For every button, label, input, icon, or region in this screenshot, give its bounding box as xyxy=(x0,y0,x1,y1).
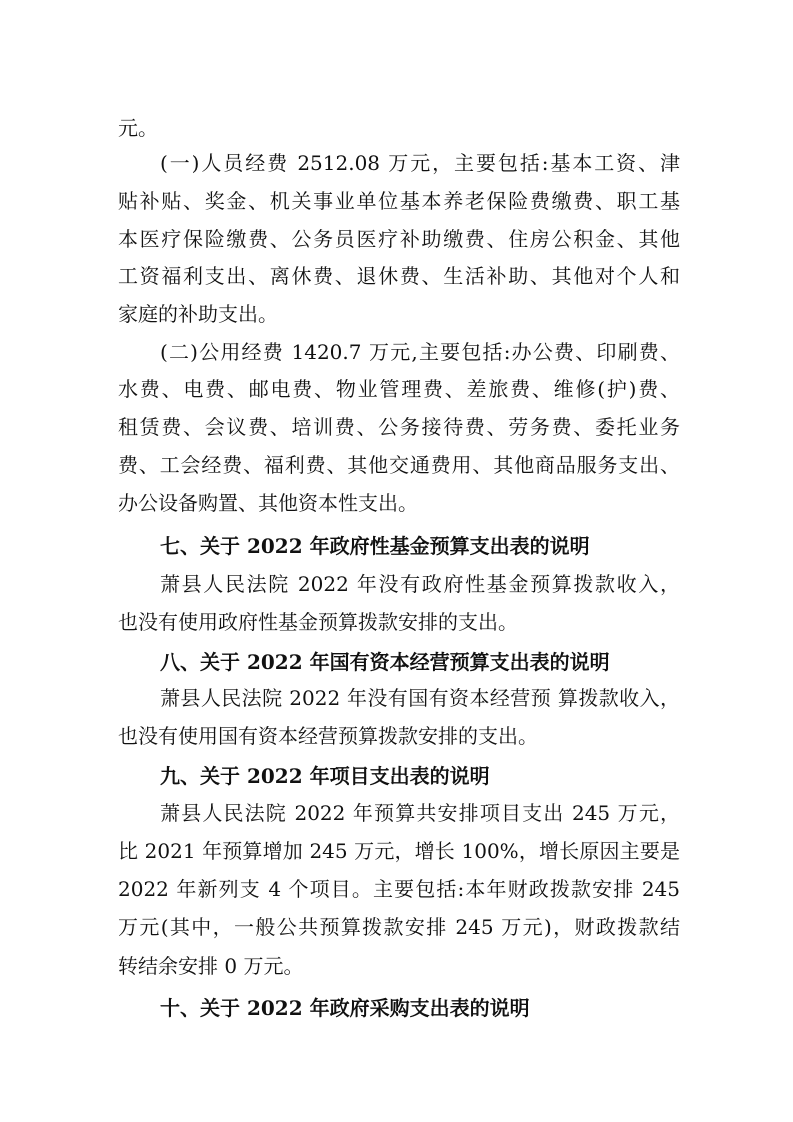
section-heading: 十、关于 2022 年政府采购支出表的说明 xyxy=(160,996,530,1020)
body-text-line: 萧县人民法院 2022 年预算共安排项目支出 245 万元， xyxy=(160,801,680,825)
body-text-line: 也没有使用政府性基金预算拨款安排的支出。 xyxy=(118,610,518,634)
body-text-line: 本医疗保险缴费、公务员医疗补助缴费、住房公积金、其他 xyxy=(118,227,680,251)
body-text-line: 租赁费、会议费、培训费、公务接待费、劳务费、委托业务 xyxy=(118,415,680,439)
body-text-line: 万元(其中，一般公共预算拨款安排 245 万元)，财政拨款结 xyxy=(118,915,680,939)
body-text-line: 贴补贴、奖金、机关事业单位基本养老保险费缴费、职工基 xyxy=(118,189,680,213)
body-text-line: (二)公用经费 1420.7 万元,主要包括:办公费、印刷费、 xyxy=(160,340,680,364)
body-text-line: 费、工会经费、福利费、其他交通费用、其他商品服务支出、 xyxy=(118,453,680,477)
body-text-line: 萧县人民法院 2022 年没有国有资本经营预 算拨款收入， xyxy=(160,686,680,710)
section-heading: 七、关于 2022 年政府性基金预算支出表的说明 xyxy=(160,534,590,558)
body-text-line: 家庭的补助支出。 xyxy=(118,302,278,326)
section-heading: 八、关于 2022 年国有资本经营预算支出表的说明 xyxy=(160,650,610,674)
body-text-line: 元。 xyxy=(118,116,158,140)
body-text-line: 也没有使用国有资本经营预算拨款安排的支出。 xyxy=(118,724,538,748)
body-text-line: 比 2021 年预算增加 245 万元，增长 100%，增长原因主要是 xyxy=(118,839,680,863)
section-heading: 九、关于 2022 年项目支出表的说明 xyxy=(160,764,490,788)
body-text-line: 转结余安排 0 万元。 xyxy=(118,954,304,978)
body-text-line: 水费、电费、邮电费、物业管理费、差旅费、维修(护)费、 xyxy=(118,377,680,401)
body-text-line: 工资福利支出、离休费、退休费、生活补助、其他对个人和 xyxy=(118,264,680,288)
body-text-line: 萧县人民法院 2022 年没有政府性基金预算拨款收入， xyxy=(160,572,680,596)
body-text-line: 办公设备购置、其他资本性支出。 xyxy=(118,491,418,515)
body-text-line: 2022 年新列支 4 个项目。主要包括:本年财政拨款安排 245 xyxy=(118,877,680,901)
body-text-line: (一)人员经费 2512.08 万元，主要包括:基本工资、津 xyxy=(160,151,680,175)
